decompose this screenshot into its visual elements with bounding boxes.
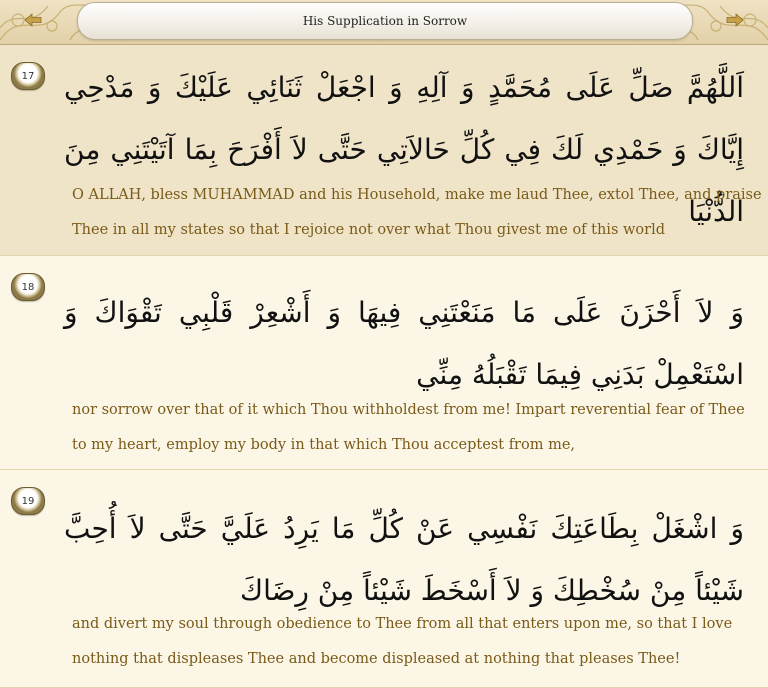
verse-item[interactable]: [0, 470, 768, 688]
verse-arabic-text: وَ اشْغَلْ بِطَاعَتِكَ نَفْسِي عَنْ كُلِّ مَا يَرِدُ عَلَيَّ حَتَّى لاَ أُحِبَّ شَيْئاً مِنْ سُخْطِكَ وَ لاَ أَسْخَطَ شَيْئاً مِنْ رِضَاكَ: [64, 512, 744, 607]
title-bar: [77, 2, 693, 40]
arrow-right-icon: [726, 13, 744, 27]
verse-translation-text: and divert my soul through obedience to Thee from all that enters upon me, so that I love nothing that displeases Thee and become displeased at nothing that pleases Thee!: [72, 616, 733, 667]
previous-button[interactable]: [22, 10, 44, 30]
verse-arabic-text: اَللَّهُمَّ صَلِّ عَلَى مُحَمَّدٍ وَ آلِهِ وَ اجْعَلْ ثَنَائِي عَلَيْكَ وَ مَدْحِي إِيَّاكَ وَ حَمْدِي لَكَ فِي كُلِّ حَالاَتِي حَتَّى لاَ أَفْرَحَ بِمَا آتَيْتَنِي مِنَ الدُّنْيَا: [64, 71, 744, 228]
page-title: His Supplication in Sorrow: [302, 14, 468, 28]
top-navigation-bar: [0, 0, 768, 45]
arrow-left-icon: [24, 13, 42, 27]
verse-item[interactable]: [0, 45, 768, 256]
verse-number-badge: 19: [11, 487, 45, 515]
verse-number-badge: 18: [11, 273, 45, 301]
verse-translation-text: nor sorrow over that of it which Thou withholdest from me! Impart reverential fear of Thee to my heart, employ my body in that which Thou acceptest from me,: [72, 402, 745, 453]
supplication-content[interactable]: [0, 45, 768, 687]
next-button[interactable]: [724, 10, 746, 30]
verse-item[interactable]: [0, 256, 768, 470]
verse-translation-text: O ALLAH, bless MUHAMMAD and his Household, make me laud Thee, extol Thee, and praise Thee in all my states so that I rejoice not over what Thou givest me of this world: [72, 187, 762, 238]
verse-number-badge: 17: [11, 62, 45, 90]
verse-arabic-text: وَ لاَ أَحْزَنَ عَلَى مَا مَنَعْتَنِي فِيهَا وَ أَشْعِرْ قَلْبِي تَقْوَاكَ وَ اسْتَعْمِلْ بَدَنِي فِيمَا تَقْبَلُهُ مِنِّي: [64, 296, 744, 391]
